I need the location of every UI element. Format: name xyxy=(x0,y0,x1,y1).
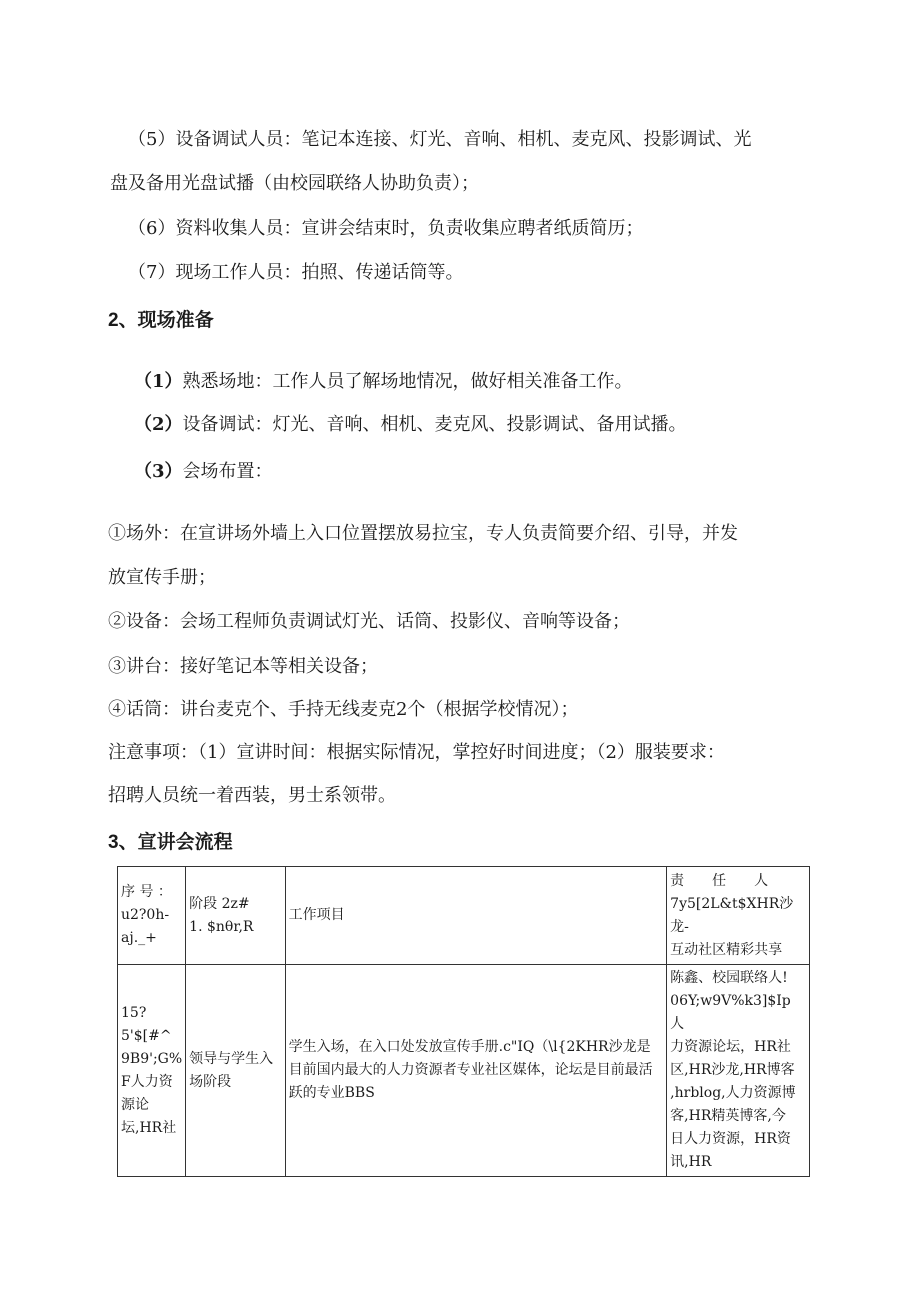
notes-line2: 招聘人员统一着西装，男士系领带。 xyxy=(108,785,396,806)
header-col1-line: u2?0h- xyxy=(121,907,170,923)
notes-line1: 注意事项：（1）宣讲时间：根据实际情况，掌控好时间进度；（2）服装要求： xyxy=(108,742,725,763)
header-col1-line: 序 号 ： xyxy=(121,884,172,900)
flow-table xyxy=(117,866,810,1177)
row-col4-line: 06Y;w9V%k3]$Ip 人 xyxy=(670,993,791,1032)
row-col2-line: 场阶段 xyxy=(189,1073,232,1090)
prep-item-1-num: （1） xyxy=(134,371,183,392)
header-col4-line: 7y5[2L&t$XHR沙龙- xyxy=(670,895,794,935)
row-col1-line: 源论 xyxy=(121,1096,149,1113)
section-2-title: 、现场准备 xyxy=(118,309,214,331)
header-sequence-cell xyxy=(118,867,186,965)
prep-item-2 xyxy=(134,413,687,437)
row-col4-line: ,hrblog,人力资源博 xyxy=(670,1085,796,1101)
row-col4-line: 讯,HR xyxy=(670,1154,712,1170)
header-responsible-cell xyxy=(667,867,810,965)
prep-item-2-num: （2） xyxy=(134,414,183,435)
header-col4-line: 互动社区精彩共享 xyxy=(670,941,783,958)
prep-item-3-text: 会场布置： xyxy=(182,461,273,482)
row-responsible-cell xyxy=(667,965,810,1177)
header-col2-line: 1. $nθr,R xyxy=(189,918,254,935)
prep-item-3 xyxy=(134,460,273,484)
header-stage-cell xyxy=(186,867,285,965)
prep-item-2-text: 设备调试：灯光、音响、相机、麦克风、投影调试、备用试播。 xyxy=(182,414,687,435)
row-col1-line: 9B9';G% xyxy=(121,1050,183,1067)
table-row xyxy=(118,965,810,1177)
role-equipment-line2: 盘及备用光盘试播（由校园联络人协助负责）； xyxy=(110,173,479,194)
row-col4-line: 陈鑫、校园联络人! xyxy=(670,970,788,986)
row-work-item-cell: 学生入场，在入口处发放宣传手册.c"IQ（\l{2KHR沙龙是目前国内最大的人力资源者专业社区媒体，论坛是目前最活跃的专业BBS xyxy=(285,965,667,1177)
venue-outside-line1: ①场外：在宣讲场外墙上入口位置摆放易拉宝，专人负责简要介绍、引导，并发 xyxy=(108,523,738,544)
prep-item-1-text: 熟悉场地：工作人员了解场地情况，做好相关准备工作。 xyxy=(182,371,633,392)
row-col4-line: 客,HR精英博客,今 xyxy=(670,1108,786,1124)
row-col1-line: 15?5'$[#^ xyxy=(121,1004,172,1044)
venue-mic: ④话筒：讲台麦克个、手持无线麦克2个（根据学校情况）； xyxy=(108,699,579,720)
row-col4-line: 区,HR沙龙,HR博客 xyxy=(670,1062,795,1078)
header-col2-line: 阶段 2z# xyxy=(189,895,250,912)
row-col2-line: 领导与学生入 xyxy=(189,1050,274,1067)
header-col1-line: aj._+ xyxy=(121,930,157,946)
role-onsite-staff: （7）现场工作人员：拍照、传递话筒等。 xyxy=(128,262,464,283)
role-materials: （6）资料收集人员：宣讲会结束时，负责收集应聘者纸质简历； xyxy=(128,218,644,239)
section-3-title: 、宣讲会流程 xyxy=(118,831,233,853)
prep-item-3-num: （3） xyxy=(134,461,183,482)
venue-outside-line2: 放宣传手册； xyxy=(108,567,216,588)
section-3-heading xyxy=(108,830,233,855)
row-col1-line: 坛,HR社 xyxy=(121,1119,177,1136)
header-col4-line: 责 任 人 xyxy=(670,872,769,889)
section-2-number: 2 xyxy=(108,310,119,331)
venue-equipment: ②设备：会场工程师负责调试灯光、话筒、投影仪、音响等设备； xyxy=(108,611,630,632)
prep-item-1 xyxy=(134,370,633,394)
row-stage-cell xyxy=(186,965,285,1177)
role-equipment-line1: （5）设备调试人员：笔记本连接、灯光、音响、相机、麦克风、投影调试、光 xyxy=(128,129,752,150)
row-sequence-cell xyxy=(118,965,186,1177)
row-col4-line: 力资源论坛，HR社 xyxy=(670,1039,791,1055)
section-2-heading xyxy=(108,308,214,333)
header-work-item-cell: 工作项目 xyxy=(285,867,667,965)
row-col4-line: 日人力资源，HR资 xyxy=(670,1131,791,1147)
venue-podium: ③讲台：接好笔记本等相关设备； xyxy=(108,656,378,677)
row-col1-line: F人力资 xyxy=(121,1073,173,1090)
section-3-number: 3 xyxy=(108,832,119,853)
table-header-row xyxy=(118,867,810,965)
